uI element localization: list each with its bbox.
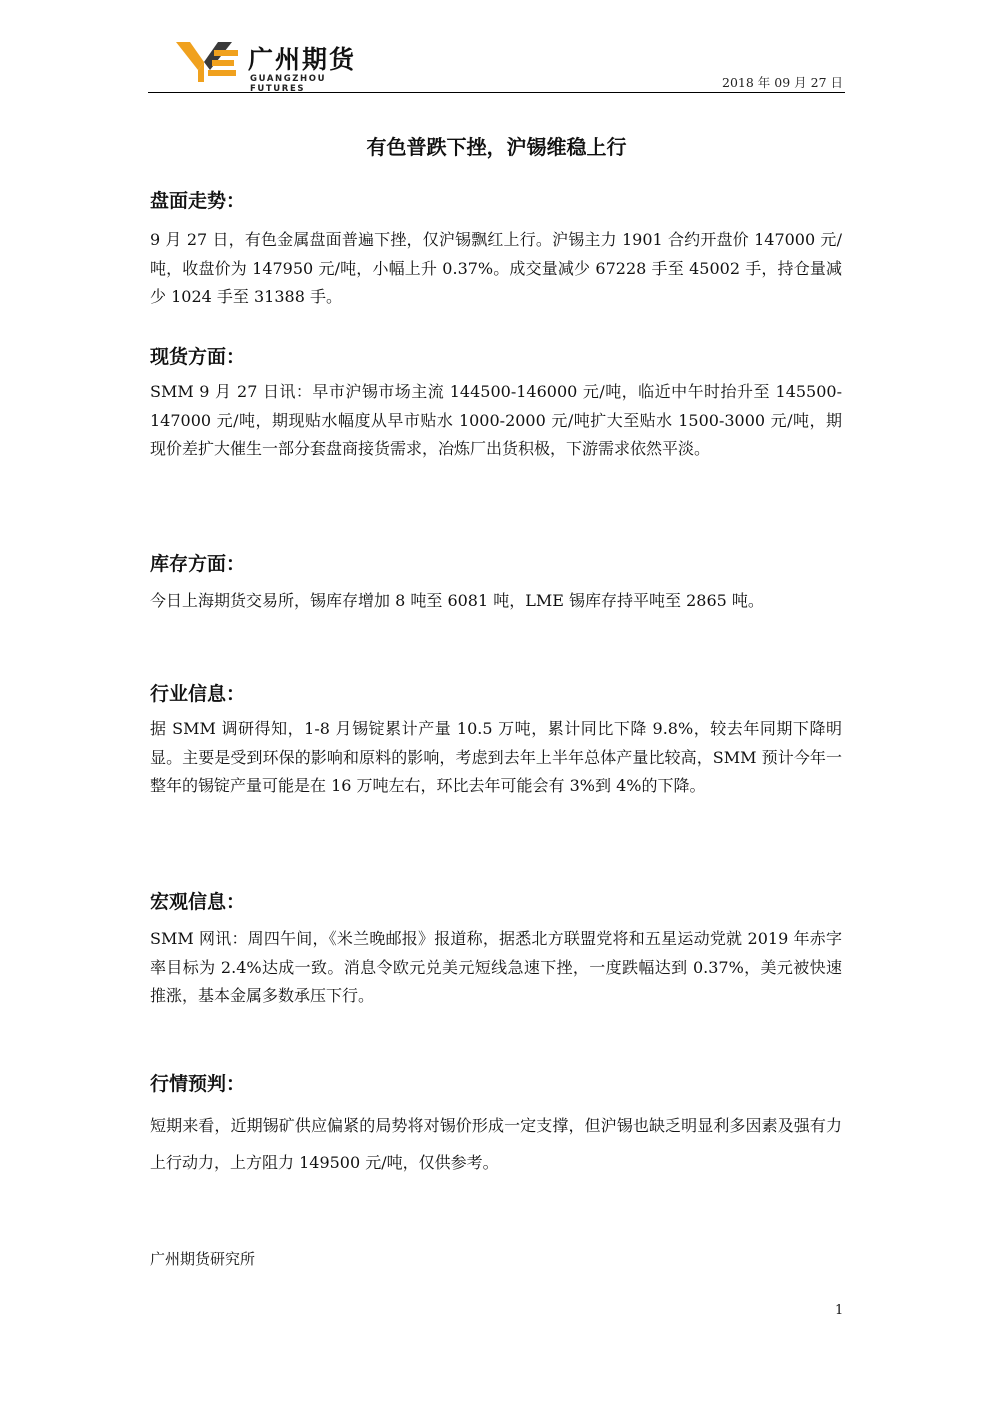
section-body-inventory: 今日上海期货交易所，锡库存增加 8 吨至 6081 吨，LME 锡库存持平吨至 2865 吨。 (150, 591, 764, 610)
footer-organization: 广州期货研究所 (150, 1250, 256, 1268)
section-heading-spot: 现货方面： (150, 346, 246, 368)
section-body-industry: 据 SMM 调研得知，1-8 月锡锭累计产量 10.5 万吨，累计同比下降 9.8%，较去年同期下降明显。主要是受到环保的影响和原料的影响，考虑到去年上半年总体产量比较高，SMM 预计今年一整年的锡锭产量可能是在 16 万吨左右，环比去年可能会有 3%到 4%的下降。 (150, 719, 842, 795)
company-name-en: GUANGZHOU FUTURES (250, 74, 327, 94)
section-heading-industry: 行业信息： (150, 683, 246, 705)
report-title: 有色普跌下挫，沪锡维稳上行 (366, 135, 627, 159)
header-divider (148, 92, 845, 93)
section-heading-market-trend: 盘面走势： (150, 190, 246, 212)
company-logo (174, 40, 384, 94)
report-date: 2018 年 09 月 27 日 (722, 75, 843, 90)
page-header (148, 36, 845, 94)
section-body-outlook: 短期来看，近期锡矿供应偏紧的局势将对锡价形成一定支撑，但沪锡也缺乏明显利多因素及强有力上行动力，上方阻力 149500 元/吨，仅供参考。 (150, 1116, 842, 1172)
page-number: 1 (835, 1303, 844, 1318)
section-body-market-trend: 9 月 27 日，有色金属盘面普遍下挫，仅沪锡飘红上行。沪锡主力 1901 合约开盘价 147000 元/吨，收盘价为 147950 元/吨，小幅上升 0.37%。成交量减少 67228 手至 45002 手，持仓量减少 1024 手至 31388 手。 (150, 230, 842, 306)
section-heading-outlook: 行情预判： (150, 1073, 246, 1095)
section-body-spot: SMM 9 月 27 日讯：早市沪锡市场主流 144500-146000 元/吨，临近中午时抬升至 145500-147000 元/吨，期现贴水幅度从早市贴水 1000-2000 元/吨扩大至贴水 1500-3000 元/吨，期现价差扩大催生一部分套盘商接货需求，冶炼厂出货积极，下游需求依然平淡。 (150, 382, 842, 458)
section-heading-macro: 宏观信息： (150, 891, 246, 913)
company-name-cn: 广州期货 (248, 45, 357, 74)
company-logo-mark (174, 40, 240, 84)
section-heading-inventory: 库存方面： (150, 553, 246, 575)
section-body-macro: SMM 网讯：周四午间，《米兰晚邮报》报道称，据悉北方联盟党将和五星运动党就 2019 年赤字率目标为 2.4%达成一致。消息令欧元兑美元短线急速下挫，一度跌幅达到 0.37%，美元被快速推涨，基本金属多数承压下行。 (150, 929, 842, 1005)
